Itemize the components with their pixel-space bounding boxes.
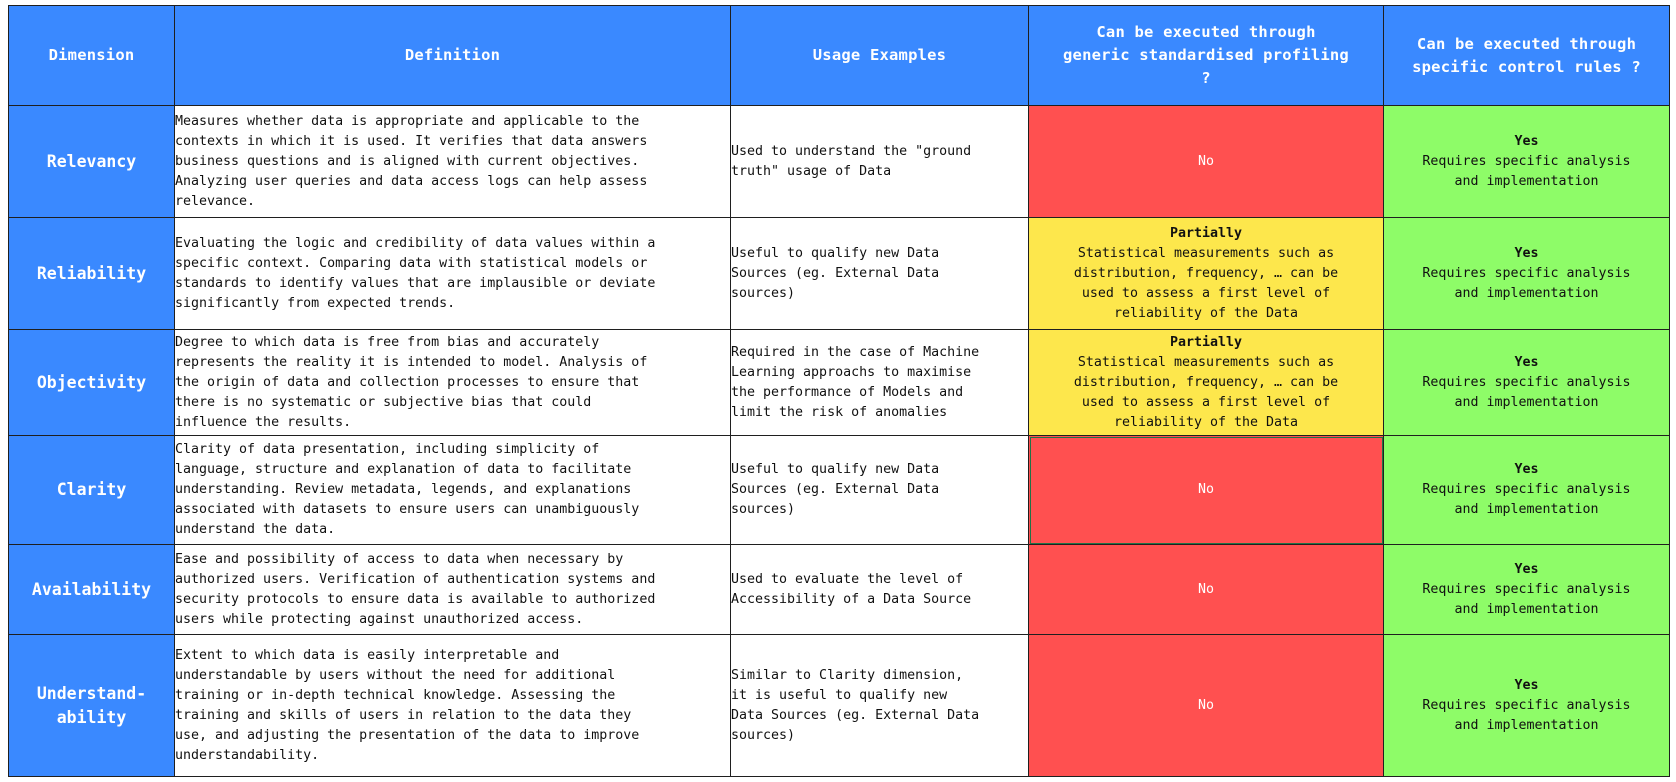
profiling-cell[interactable]: Partially Statistical measurements such as distribution, frequency, … can be used to assess a first level of reliability of the Data: [1029, 330, 1384, 436]
profiling-cell[interactable]: No: [1029, 106, 1384, 218]
header-dimension[interactable]: Dimension: [9, 6, 175, 106]
usage-cell[interactable]: Useful to qualify new Data Sources (eg. External Data sources): [731, 436, 1029, 545]
data-quality-dimensions-table: [8, 5, 1670, 777]
header-definition[interactable]: Definition: [175, 6, 731, 106]
usage-cell[interactable]: Similar to Clarity dimension, it is useful to qualify new Data Sources (eg. External Data sources): [731, 635, 1029, 777]
dimension-cell[interactable]: Availability: [9, 545, 175, 635]
control-rules-cell[interactable]: Yes Requires specific analysis and implementation: [1384, 106, 1670, 218]
header-generic-profiling[interactable]: Can be executed through generic standardised profiling ?: [1029, 6, 1384, 106]
profiling-cell[interactable]: No: [1029, 635, 1384, 777]
dimension-cell[interactable]: Relevancy: [9, 106, 175, 218]
dimension-cell[interactable]: Clarity: [9, 436, 175, 545]
table-row: [9, 106, 1670, 218]
control-rules-cell[interactable]: Yes Requires specific analysis and implementation: [1384, 218, 1670, 330]
usage-cell[interactable]: Useful to qualify new Data Sources (eg. External Data sources): [731, 218, 1029, 330]
header-usage-examples[interactable]: Usage Examples: [731, 6, 1029, 106]
dimension-cell[interactable]: Objectivity: [9, 330, 175, 436]
definition-cell[interactable]: Clarity of data presentation, including simplicity of language, structure and explanation of data to facilitate understanding. Review metadata, legends, and explanations associated with datasets to ensure users can unambiguously understand the data.: [175, 436, 731, 545]
table-row: [9, 436, 1670, 545]
dimension-cell[interactable]: Reliability: [9, 218, 175, 330]
usage-cell[interactable]: Used to evaluate the level of Accessibility of a Data Source: [731, 545, 1029, 635]
table-row: [9, 330, 1670, 436]
definition-cell[interactable]: Extent to which data is easily interpretable and understandable by users without the need for additional training or in-depth technical knowledge. Assessing the training and skills of users in relation to the data they use, and adjusting the presentation of the data to improve understandability.: [175, 635, 731, 777]
table-row: [9, 545, 1670, 635]
header-specific-control-rules[interactable]: Can be executed through specific control rules ?: [1384, 6, 1670, 106]
profiling-cell[interactable]: No: [1029, 545, 1384, 635]
definition-cell[interactable]: Degree to which data is free from bias and accurately represents the reality it is intended to model. Analysis of the origin of data and collection processes to ensure that there is no systematic or subjective bias that could influence the results.: [175, 330, 731, 436]
control-rules-cell[interactable]: Yes Requires specific analysis and implementation: [1384, 635, 1670, 777]
table-row: [9, 218, 1670, 330]
usage-cell[interactable]: Required in the case of Machine Learning approachs to maximise the performance of Models and limit the risk of anomalies: [731, 330, 1029, 436]
definition-cell[interactable]: Evaluating the logic and credibility of data values within a specific context. Comparing data with statistical models or standards to identify values that are implausible or deviate significantly from expected trends.: [175, 218, 731, 330]
table-row: [9, 635, 1670, 777]
control-rules-cell[interactable]: Yes Requires specific analysis and implementation: [1384, 545, 1670, 635]
header-row: [9, 6, 1670, 106]
definition-cell[interactable]: Ease and possibility of access to data when necessary by authorized users. Verification of authentication systems and security protocols to ensure data is available to authorized users while protecting against unauthorized access.: [175, 545, 731, 635]
control-rules-cell[interactable]: Yes Requires specific analysis and implementation: [1384, 330, 1670, 436]
control-rules-cell[interactable]: Yes Requires specific analysis and implementation: [1384, 436, 1670, 545]
profiling-cell[interactable]: Partially Statistical measurements such as distribution, frequency, … can be used to assess a first level of reliability of the Data: [1029, 218, 1384, 330]
definition-cell[interactable]: Measures whether data is appropriate and applicable to the contexts in which it is used. It verifies that data answers business questions and is aligned with current objectives. Analyzing user queries and data access logs can help assess relevance.: [175, 106, 731, 218]
profiling-cell-selected[interactable]: No: [1029, 436, 1384, 545]
dimension-cell[interactable]: Understand- ability: [9, 635, 175, 777]
usage-cell[interactable]: Used to understand the "ground truth" usage of Data: [731, 106, 1029, 218]
